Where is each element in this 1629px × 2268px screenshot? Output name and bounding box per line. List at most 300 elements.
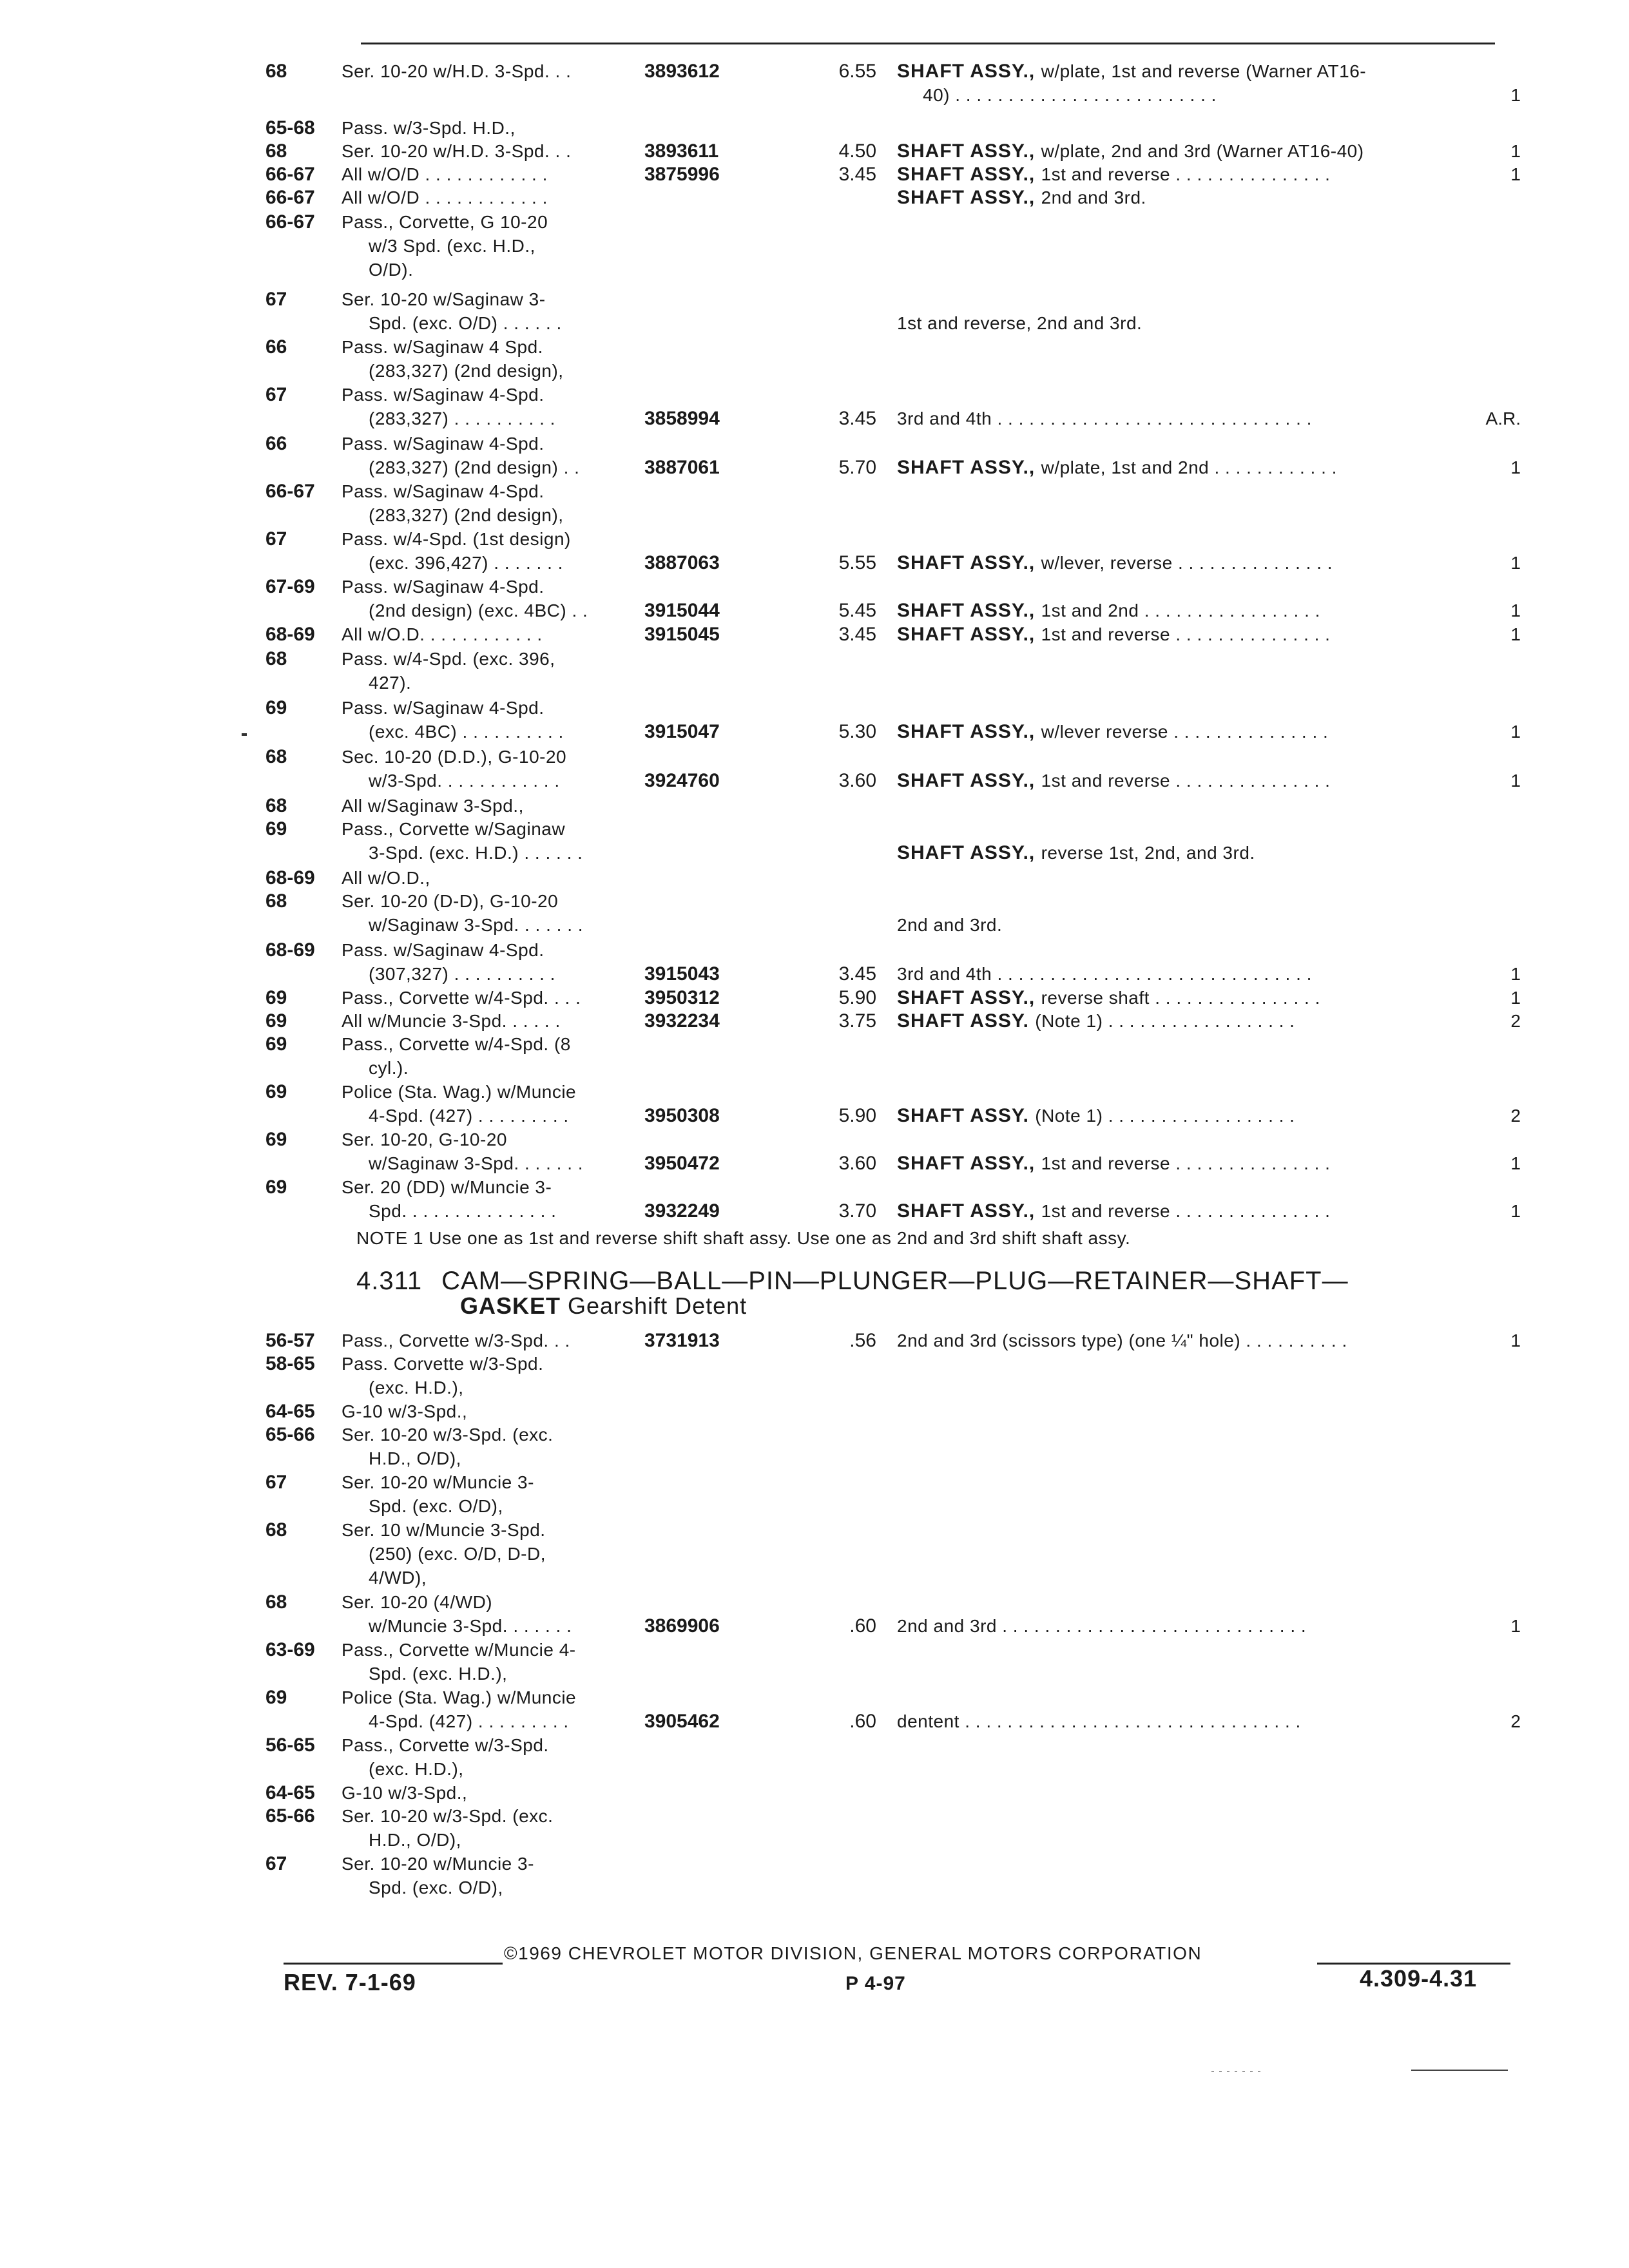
application-line: w/3 Spd. (exc. H.D., xyxy=(369,236,535,256)
table-row xyxy=(0,186,1629,209)
description xyxy=(897,1614,1477,1638)
model-year: 65-66 xyxy=(265,1805,315,1827)
table-row xyxy=(0,210,1629,282)
table-row xyxy=(0,335,1629,383)
model-year: 68-69 xyxy=(265,867,315,889)
application xyxy=(342,1781,644,1805)
application-line: 4-Spd. (427) . . . . . . . . . xyxy=(369,1711,569,1731)
application xyxy=(342,745,644,793)
description-bold: SHAFT ASSY., xyxy=(897,600,1041,621)
description-text: dentent . . . . . . . . . . . . . . . . . . . . . . . . . . . . . . . . xyxy=(897,1711,1301,1731)
revision-date: REV. 7-1-69 xyxy=(284,1969,416,1995)
application-line: Pass., Corvette w/Saginaw xyxy=(342,819,566,839)
application xyxy=(342,1329,644,1352)
model-year: 67 xyxy=(265,528,287,550)
model-year: 68-69 xyxy=(265,624,315,645)
application xyxy=(342,1638,644,1686)
application-line: (283,327) . . . . . . . . . . xyxy=(369,408,555,428)
quantity: 1 xyxy=(1510,457,1521,477)
application-line: Police (Sta. Wag.) w/Muncie xyxy=(342,1687,577,1707)
description-text: 2nd and 3rd. xyxy=(1041,187,1146,207)
price: 3.60 xyxy=(838,1153,876,1174)
model-year: 67 xyxy=(265,384,287,405)
application-line: Pass. w/Saginaw 4-Spd. xyxy=(342,698,545,718)
table-row xyxy=(0,1329,1629,1352)
description-text: 1st and 2nd . . . . . . . . . . . . . . . . . xyxy=(1041,601,1320,620)
model-year: 67 xyxy=(265,1472,287,1493)
description xyxy=(897,1104,1477,1128)
application xyxy=(342,1128,644,1175)
description-text: w/plate, 1st and 2nd . . . . . . . . . . . . xyxy=(1041,457,1337,477)
price: 3.45 xyxy=(838,164,876,185)
application xyxy=(342,1686,644,1733)
description-bold: SHAFT ASSY., xyxy=(897,1153,1041,1174)
model-year: 69 xyxy=(265,1010,287,1032)
part-number: 3950308 xyxy=(644,1105,720,1126)
description xyxy=(897,986,1477,1010)
application-line: Spd. (exc. O/D) . . . . . . xyxy=(369,313,562,333)
application-line: 4/WD), xyxy=(369,1568,427,1588)
quantity: 1 xyxy=(1510,1201,1521,1221)
model-year: 69 xyxy=(265,1129,287,1150)
model-year: 68 xyxy=(265,1519,287,1541)
application-line: Ser. 10-20 w/H.D. 3-Spd. . . xyxy=(342,61,572,81)
description xyxy=(897,769,1477,793)
description xyxy=(897,913,1477,937)
description-bold: SHAFT ASSY., xyxy=(897,721,1041,742)
application-line: Ser. 10-20 (D-D), G-10-20 xyxy=(342,891,559,911)
part-number: 3887063 xyxy=(644,552,720,573)
application-line: Sec. 10-20 (D.D.), G-10-20 xyxy=(342,747,567,767)
quantity: 2 xyxy=(1510,1711,1521,1731)
description-text: 2nd and 3rd. xyxy=(897,915,1003,935)
description xyxy=(897,59,1477,83)
model-year: 56-57 xyxy=(265,1330,315,1351)
application xyxy=(342,383,644,430)
application-line: Pass. w/3-Spd. H.D., xyxy=(342,118,516,138)
model-year: 69 xyxy=(265,1033,287,1055)
application xyxy=(342,186,644,209)
quantity: 1 xyxy=(1510,141,1521,161)
application xyxy=(342,1804,644,1852)
application xyxy=(342,889,644,937)
part-number: 3875996 xyxy=(644,164,720,185)
application xyxy=(342,1175,644,1223)
quantity: 2 xyxy=(1510,1106,1521,1126)
model-year: 64-65 xyxy=(265,1401,315,1422)
application-line: All w/Saginaw 3-Spd., xyxy=(342,796,524,816)
application xyxy=(342,1470,644,1518)
price: 3.45 xyxy=(838,963,876,985)
price: 3.45 xyxy=(838,624,876,645)
model-year: 69 xyxy=(265,1177,287,1198)
application-line: H.D., O/D), xyxy=(369,1448,461,1468)
part-number: 3932249 xyxy=(644,1200,720,1222)
quantity: 1 xyxy=(1510,601,1521,620)
table-row xyxy=(0,383,1629,430)
description-text: 1st and reverse . . . . . . . . . . . . . . . xyxy=(1041,1153,1331,1173)
application-line: Ser. 10-20, G-10-20 xyxy=(342,1129,507,1149)
application-line: Pass. w/Saginaw 4-Spd. xyxy=(342,385,545,405)
model-year: 65-66 xyxy=(265,1424,315,1445)
part-number: 3905462 xyxy=(644,1711,720,1732)
model-year: 69 xyxy=(265,1081,287,1102)
footer-rule-left xyxy=(284,1963,503,1965)
application xyxy=(342,622,644,646)
quantity: 1 xyxy=(1510,722,1521,742)
price: 4.50 xyxy=(838,140,876,162)
table-row xyxy=(0,59,1629,105)
application xyxy=(342,1733,644,1781)
model-year: 66-67 xyxy=(265,211,315,233)
model-year: 68 xyxy=(265,746,287,767)
quantity: 1 xyxy=(1510,85,1521,105)
application-line: Pass., Corvette w/3-Spd. . . xyxy=(342,1331,570,1350)
model-year: 58-65 xyxy=(265,1353,315,1374)
section-title: CAM—SPRING—BALL—PIN—PLUNGER—PLUG—RETAINER—SHAFT— xyxy=(441,1267,1349,1295)
table-row xyxy=(0,432,1629,479)
description xyxy=(897,311,1477,335)
description xyxy=(897,1199,1477,1223)
description-text: reverse shaft . . . . . . . . . . . . . . . . xyxy=(1041,988,1320,1008)
description xyxy=(897,622,1477,646)
table-row xyxy=(0,162,1629,186)
model-year: 65-68 xyxy=(265,117,315,139)
application-line: Spd. (exc. H.D.), xyxy=(369,1664,508,1684)
description-continued: 40) . . . . . . . . . . . . . . . . . . . . . . . . . xyxy=(923,85,1217,105)
scan-mark xyxy=(1211,2071,1263,2072)
part-number: 3893611 xyxy=(644,140,719,162)
application-line: cyl.). xyxy=(369,1058,409,1078)
table-row xyxy=(0,866,1629,890)
quantity: 1 xyxy=(1510,624,1521,644)
application xyxy=(342,1352,644,1399)
application-line: Police (Sta. Wag.) w/Muncie xyxy=(342,1082,577,1102)
table-row xyxy=(0,1686,1629,1733)
application-line: O/D). xyxy=(369,260,414,280)
price: 5.55 xyxy=(838,552,876,573)
application-line: G-10 w/3-Spd., xyxy=(342,1783,468,1803)
description-text: w/plate, 1st and reverse (Warner AT16- xyxy=(1041,61,1367,81)
application xyxy=(342,1080,644,1128)
section-subheading xyxy=(460,1293,747,1320)
table-row xyxy=(0,1781,1629,1805)
application-line: All w/Muncie 3-Spd. . . . . . xyxy=(342,1011,561,1031)
application-line: Ser. 10-20 w/3-Spd. (exc. xyxy=(342,1806,554,1826)
application-line: All w/O.D. . . . . . . . . . . . xyxy=(342,624,543,644)
application-line: Spd. (exc. O/D), xyxy=(369,1878,503,1898)
description xyxy=(897,162,1477,186)
description-text: (Note 1) . . . . . . . . . . . . . . . . . . xyxy=(1035,1106,1295,1126)
table-row xyxy=(0,938,1629,986)
model-year: 66 xyxy=(265,433,287,454)
application xyxy=(342,116,644,140)
description-text: 1st and reverse . . . . . . . . . . . . . . . xyxy=(1041,771,1331,791)
model-year: 67 xyxy=(265,1853,287,1874)
application-line: Pass. w/Saginaw 4 Spd. xyxy=(342,337,543,357)
table-row xyxy=(0,647,1629,695)
application xyxy=(342,527,644,575)
footer-rule-right xyxy=(1317,1963,1510,1965)
table-row xyxy=(0,1733,1629,1781)
section-subtitle: Gearshift Detent xyxy=(568,1293,747,1319)
application xyxy=(342,986,644,1010)
application-line: G-10 w/3-Spd., xyxy=(342,1401,468,1421)
description-bold: SHAFT ASSY., xyxy=(897,164,1041,185)
price: .60 xyxy=(849,1711,876,1732)
part-number: 3932234 xyxy=(644,1010,720,1032)
description-text: 1st and reverse . . . . . . . . . . . . . . . xyxy=(1041,1201,1331,1221)
model-year: 66-67 xyxy=(265,481,315,502)
model-year: 56-65 xyxy=(265,1735,315,1756)
model-year: 69 xyxy=(265,987,287,1008)
table-row xyxy=(0,1638,1629,1686)
table-row xyxy=(0,622,1629,646)
part-number: 3858994 xyxy=(644,408,720,429)
description xyxy=(897,1709,1477,1733)
model-year: 66-67 xyxy=(265,187,315,208)
table-row xyxy=(0,1032,1629,1080)
application-line: w/Saginaw 3-Spd. . . . . . . xyxy=(369,1153,584,1173)
description-bold: SHAFT ASSY., xyxy=(897,552,1041,573)
section-subtitle-bold: GASKET xyxy=(460,1293,561,1319)
table-row xyxy=(0,116,1629,140)
description xyxy=(897,139,1477,163)
description-text: w/plate, 2nd and 3rd (Warner AT16-40) xyxy=(1041,141,1364,161)
application-line: Ser. 10-20 w/3-Spd. (exc. xyxy=(342,1425,554,1445)
description xyxy=(897,1151,1477,1175)
quantity: 1 xyxy=(1510,1616,1521,1636)
section-number: 4.311 xyxy=(356,1267,423,1295)
application-line: (exc. H.D.), xyxy=(369,1378,464,1398)
table-row xyxy=(0,287,1629,335)
price: 3.45 xyxy=(838,408,876,429)
application-line: Ser. 10-20 w/Saginaw 3- xyxy=(342,289,546,309)
description-text: w/lever reverse . . . . . . . . . . . . . . . xyxy=(1041,722,1329,742)
application-line: Ser. 10-20 (4/WD) xyxy=(342,1592,493,1612)
model-year: 68 xyxy=(265,890,287,912)
application-line: Pass. w/4-Spd. (1st design) xyxy=(342,529,571,549)
description-text: 2nd and 3rd . . . . . . . . . . . . . . . . . . . . . . . . . . . . . xyxy=(897,1616,1307,1636)
application xyxy=(342,479,644,527)
table-row xyxy=(0,1399,1629,1423)
application xyxy=(342,335,644,383)
description xyxy=(897,186,1477,209)
model-year: 64-65 xyxy=(265,1782,315,1803)
application xyxy=(342,1399,644,1423)
description-text: 2nd and 3rd (scissors type) (one ¼" hole) . . . . . . . . . . xyxy=(897,1331,1347,1350)
model-year: 69 xyxy=(265,818,287,840)
part-number: 3950472 xyxy=(644,1153,720,1174)
quantity: A.R. xyxy=(1485,408,1521,428)
part-number: 3731913 xyxy=(644,1330,720,1351)
description xyxy=(897,599,1477,622)
application xyxy=(342,287,644,335)
application xyxy=(342,575,644,622)
table-row xyxy=(0,575,1629,622)
quantity: 1 xyxy=(1510,164,1521,184)
application xyxy=(342,1518,644,1590)
part-number: 3893612 xyxy=(644,61,720,82)
application-line: (exc. 4BC) . . . . . . . . . . xyxy=(369,722,564,742)
model-year: 63-69 xyxy=(265,1639,315,1660)
application-line: Pass., Corvette, G 10-20 xyxy=(342,212,548,232)
top-rule xyxy=(361,43,1495,44)
application-line: (307,327) . . . . . . . . . . xyxy=(369,964,555,984)
model-year: 67-69 xyxy=(265,576,315,597)
application-line: Pass. w/Saginaw 4-Spd. xyxy=(342,940,545,960)
quantity: 2 xyxy=(1510,1011,1521,1031)
description-text: 1st and reverse . . . . . . . . . . . . . . . xyxy=(1041,164,1331,184)
price: .60 xyxy=(849,1615,876,1637)
application xyxy=(342,210,644,282)
part-number: 3915045 xyxy=(644,624,720,645)
table-row xyxy=(0,139,1629,163)
application-line: Pass., Corvette w/Muncie 4- xyxy=(342,1640,576,1660)
application-line: (283,327) (2nd design), xyxy=(369,505,564,525)
model-year: 66 xyxy=(265,336,287,358)
application-line: Pass. w/Saginaw 4-Spd. xyxy=(342,481,545,501)
application-line: Spd. . . . . . . . . . . . . . . xyxy=(369,1201,557,1221)
application-line: 4-Spd. (427) . . . . . . . . . xyxy=(369,1106,569,1126)
model-year: 69 xyxy=(265,697,287,718)
table-row xyxy=(0,1352,1629,1399)
part-number: 3950312 xyxy=(644,987,720,1008)
application xyxy=(342,1423,644,1470)
table-row xyxy=(0,1423,1629,1470)
model-year: 68 xyxy=(265,648,287,669)
description xyxy=(897,720,1477,744)
quantity: 1 xyxy=(1510,1153,1521,1173)
description-bold: SHAFT ASSY., xyxy=(897,1200,1041,1222)
application-line: All w/O.D., xyxy=(342,868,430,888)
description-bold: SHAFT ASSY. xyxy=(897,1010,1036,1032)
price: 5.90 xyxy=(838,987,876,1008)
description-text: 1st and reverse, 2nd and 3rd. xyxy=(897,313,1142,333)
price: 5.90 xyxy=(838,1105,876,1126)
model-year: 68 xyxy=(265,795,287,816)
model-year: 69 xyxy=(265,1687,287,1708)
table-row xyxy=(0,1852,1629,1899)
description-bold: SHAFT ASSY., xyxy=(897,987,1041,1008)
price: 6.55 xyxy=(838,61,876,82)
quantity: 1 xyxy=(1510,553,1521,573)
application-line: (283,327) (2nd design) . . xyxy=(369,457,580,477)
application-line: Pass. Corvette w/3-Spd. xyxy=(342,1354,544,1374)
section-range: 4.309-4.31 xyxy=(1360,1965,1478,1992)
price: 5.45 xyxy=(838,600,876,621)
description xyxy=(897,1329,1477,1352)
section-heading xyxy=(356,1267,1349,1296)
application-line: Ser. 10 w/Muncie 3-Spd. xyxy=(342,1520,546,1540)
model-year: 68 xyxy=(265,1591,287,1613)
application xyxy=(342,938,644,986)
table-row xyxy=(0,817,1629,865)
table-row xyxy=(0,794,1629,818)
description-bold: SHAFT ASSY., xyxy=(897,61,1041,82)
description-bold: SHAFT ASSY., xyxy=(897,187,1041,208)
application xyxy=(342,866,644,890)
application-line: Pass., Corvette w/3-Spd. xyxy=(342,1735,549,1755)
table-row xyxy=(0,1080,1629,1128)
page-number: P 4-97 xyxy=(845,1973,906,1994)
description-bold: SHAFT ASSY., xyxy=(897,842,1041,863)
application xyxy=(342,817,644,865)
table-row xyxy=(0,1009,1629,1033)
part-number: 3915043 xyxy=(644,963,720,985)
quantity: 1 xyxy=(1510,964,1521,984)
application-line: Pass. w/4-Spd. (exc. 396, xyxy=(342,649,555,669)
application xyxy=(342,59,644,83)
application-line: Ser. 10-20 w/Muncie 3- xyxy=(342,1854,534,1874)
description-bold: SHAFT ASSY., xyxy=(897,624,1041,645)
description-bold: SHAFT ASSY. xyxy=(897,1105,1036,1126)
application-line: w/Saginaw 3-Spd. . . . . . . xyxy=(369,915,584,935)
price: 5.70 xyxy=(838,457,876,478)
application xyxy=(342,1590,644,1638)
application xyxy=(342,162,644,186)
description xyxy=(897,841,1477,865)
application xyxy=(342,1852,644,1899)
application-line: Ser. 10-20 w/Muncie 3- xyxy=(342,1472,534,1492)
part-number: 3869906 xyxy=(644,1615,720,1637)
model-year: 66-67 xyxy=(265,164,315,185)
application-line: Pass. w/Saginaw 4-Spd. xyxy=(342,577,545,597)
model-year: 68-69 xyxy=(265,939,315,961)
part-number: 3915047 xyxy=(644,721,720,742)
part-number: 3887061 xyxy=(644,457,720,478)
application-line: (exc. H.D.), xyxy=(369,1759,464,1779)
table-row xyxy=(0,479,1629,527)
table-row xyxy=(0,1804,1629,1852)
table-row xyxy=(0,1518,1629,1590)
application xyxy=(342,647,644,695)
description-text: (Note 1) . . . . . . . . . . . . . . . . . . xyxy=(1035,1011,1295,1031)
description-bold: SHAFT ASSY., xyxy=(897,770,1041,791)
part-number: 3915044 xyxy=(644,600,720,621)
application xyxy=(342,794,644,818)
description-bold: SHAFT ASSY., xyxy=(897,457,1041,478)
note-1: NOTE 1 Use one as 1st and reverse shift shaft assy. Use one as 2nd and 3rd shift shaft assy. xyxy=(356,1228,1131,1248)
description-text: 1st and reverse . . . . . . . . . . . . . . . xyxy=(1041,624,1331,644)
model-year: 68 xyxy=(265,140,287,162)
copyright: ©1969 CHEVROLET MOTOR DIVISION, GENERAL MOTORS CORPORATION xyxy=(504,1943,1202,1963)
application xyxy=(342,1032,644,1080)
description-bold: SHAFT ASSY., xyxy=(897,140,1041,162)
application-line: (250) (exc. O/D, D-D, xyxy=(369,1544,546,1564)
application-line: Ser. 20 (DD) w/Muncie 3- xyxy=(342,1177,552,1197)
application-line: Pass., Corvette w/4-Spd. . . . xyxy=(342,988,581,1008)
application-line: (exc. 396,427) . . . . . . . xyxy=(369,553,563,573)
description-text: reverse 1st, 2nd, and 3rd. xyxy=(1041,843,1255,863)
application-line: H.D., O/D), xyxy=(369,1830,461,1850)
application-line: 3-Spd. (exc. H.D.) . . . . . . xyxy=(369,843,583,863)
description xyxy=(897,551,1477,575)
table-row xyxy=(0,1470,1629,1518)
description-text: w/lever, reverse . . . . . . . . . . . . . . . xyxy=(1041,553,1333,573)
application-line: All w/O/D . . . . . . . . . . . . xyxy=(342,164,548,184)
application-line: Spd. (exc. O/D), xyxy=(369,1496,503,1516)
scan-mark xyxy=(1411,2070,1508,2071)
description xyxy=(897,456,1477,479)
description xyxy=(897,407,1477,430)
application-line: (2nd design) (exc. 4BC) . . xyxy=(369,601,588,620)
table-row xyxy=(0,1590,1629,1638)
application-line: All w/O/D . . . . . . . . . . . . xyxy=(342,187,548,207)
price: 3.70 xyxy=(838,1200,876,1222)
application-line: w/Muncie 3-Spd. . . . . . . xyxy=(369,1616,572,1636)
table-row xyxy=(0,527,1629,575)
